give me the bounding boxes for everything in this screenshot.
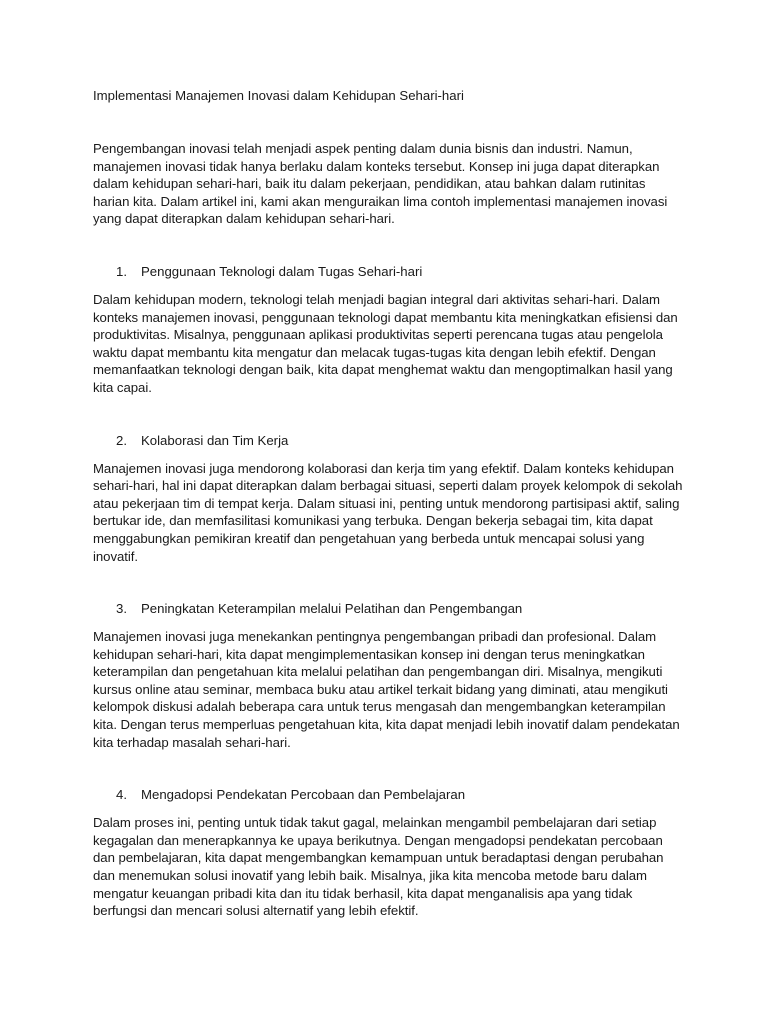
section-heading-1 xyxy=(93,263,683,281)
section-number: 2. xyxy=(116,432,127,448)
section-number: 3. xyxy=(116,601,127,617)
section-heading-3 xyxy=(93,600,683,618)
section-number: 4. xyxy=(116,787,127,803)
section-title: Kolaborasi dan Tim Kerja xyxy=(141,432,289,448)
section-number: 1. xyxy=(116,263,127,279)
section-title: Penggunaan Teknologi dalam Tugas Sehari-hari xyxy=(141,263,423,279)
section-body-2: Manajemen inovasi juga mendorong kolaborasi dan kerja tim yang efektif. Dalam konteks kehidupan sehari-hari, hal ini dapat diterapkan dalam berbagai situasi, seperti dalam proyek kelompok di sekolah atau pekerjaan tim di tempat kerja. Dalam situasi ini, penting untuk mendorong partisipasi aktif, saling bertukar ide, dan memfasilitasi komunikasi yang terbuka. Dengan bekerja sebagai tim, kita dapat menggabungkan pemikiran kreatif dan pengetahuan yang berbeda untuk mencapai solusi yang inovatif. xyxy=(93,460,683,564)
section-title: Peningkatan Keterampilan melalui Pelatihan dan Pengembangan xyxy=(141,601,523,617)
intro-paragraph: Pengembangan inovasi telah menjadi aspek penting dalam dunia bisnis dan industri. Namun, manajemen inovasi tidak hanya berlaku dalam konteks tersebut. Konsep ini juga dapat diterapkan dalam kehidupan sehari-hari, baik itu dalam pekerjaan, pendidikan, atau bahkan dalam rutinitas harian kita. Dalam artikel ini, kami akan menguraikan lima contoh implementasi manajemen inovasi yang dapat diterapkan dalam kehidupan sehari-hari. xyxy=(93,141,668,227)
document-title: Implementasi Manajemen Inovasi dalam Kehidupan Sehari-hari xyxy=(93,88,464,103)
section-heading-2 xyxy=(93,432,683,450)
section-title: Mengadopsi Pendekatan Percobaan dan Pembelajaran xyxy=(141,787,466,803)
section-heading-4 xyxy=(93,786,683,804)
section-body-1: Dalam kehidupan modern, teknologi telah menjadi bagian integral dari aktivitas sehari-hari. Dalam konteks manajemen inovasi, penggunaan teknologi dapat membantu kita meningkatkan efisiensi dan produktivitas. Misalnya, penggunaan aplikasi produktivitas seperti perencana tugas atau pengelola waktu dapat membantu kita mengatur dan melacak tugas-tugas kita dengan lebih efektif. Dengan memanfaatkan teknologi dengan baik, kita dapat menghemat waktu dan mengoptimalkan hasil yang kita capai. xyxy=(93,291,678,395)
section-body-3: Manajemen inovasi juga menekankan pentingnya pengembangan pribadi dan profesional. Dalam kehidupan sehari-hari, kita dapat mengimplementasikan konsep ini dengan terus meningkatkan keterampilan dan pengetahuan kita melalui pelatihan dan pengembangan diri. Misalnya, mengikuti kursus online atau seminar, membaca buku atau artikel terkait bidang yang diminati, atau mengikuti kelompok diskusi adalah beberapa cara untuk terus mengasah dan mengembangkan keterampilan kita. Dengan terus memperluas pengetahuan kita, kita dapat menjadi lebih inovatif dalam pendekatan kita terhadap masalah sehari-hari. xyxy=(93,629,680,750)
section-body-4: Dalam proses ini, penting untuk tidak takut gagal, melainkan mengambil pembelajaran dari setiap kegagalan dan menerapkannya ke upaya berikutnya. Dengan mengadopsi pendekatan percobaan dan pembelajaran, kita dapat mengembangkan kemampuan untuk beradaptasi dengan perubahan dan menemukan solusi inovatif yang lebih baik. Misalnya, jika kita mencoba metode baru dalam mengatur keuangan pribadi kita dan itu tidak berhasil, kita dapat menganalisis apa yang tidak berfungsi dan mencari solusi alternatif yang lebih efektif. xyxy=(93,815,664,919)
document-page xyxy=(93,87,683,920)
